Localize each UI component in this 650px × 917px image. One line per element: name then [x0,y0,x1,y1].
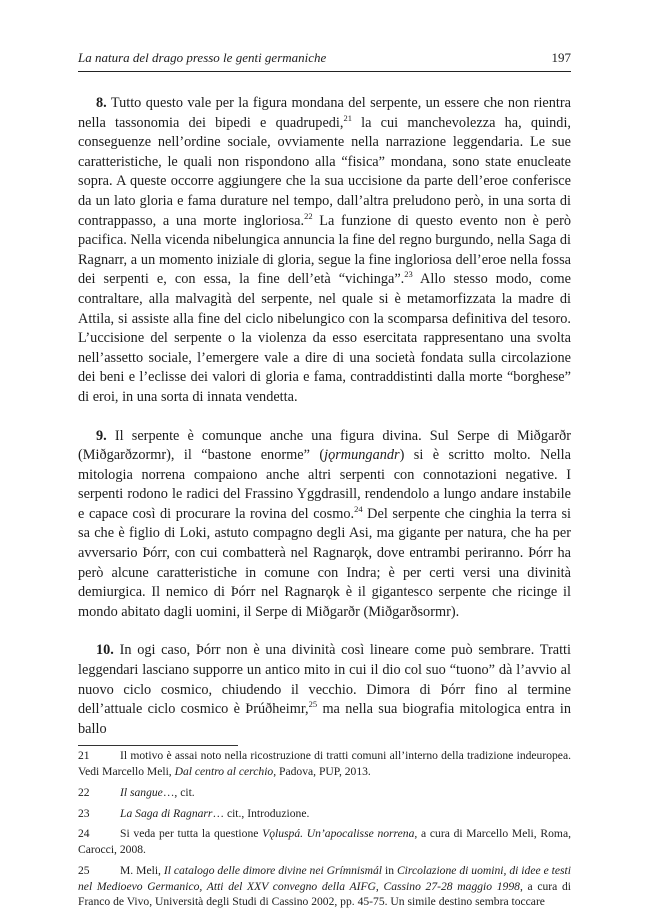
footnotes [78,748,571,910]
footnote-25 [78,863,571,910]
footnote-ref: 25 [308,699,318,710]
italic-text: Vǫluspá. Un’apocalisse norrena [262,827,415,841]
footnote-number: 23 [78,806,90,820]
footnote-text: M. Meli, Il catalogo delle dimore divine nei Grímnismál in Circolazione di uomini, di idee e testi nel Medioevo Germanico, Atti del XXV convegno della AIFG, Cassino 27-28 maggio 1998, a cura di Franco de Vivo, Università degli Studi di Cassino 2002, pp. 45-75. Un simile destino sembra toccare [78,864,571,909]
page-number: 197 [551,50,571,65]
footnote-number: 22 [78,786,90,800]
italic-text: Il sangue [120,786,163,800]
paragraph-text: Tutto questo vale per la figura mondana del serpente, un essere che non rientra nella tassonomia dei bipedi e quadrupedi,$^{21}$ la cui manchevolezza ha, quindi, conseguenze nell’ordine sociale, ovviamente nella narrazione leggendaria. Le sue caratteristiche, le quali non rispondono alla “fisica” mondana, sono state enucleate sopra. A queste occorre aggiungere che la sua uccisione da parte dell’eroe conferisce da un lato gloria e fama durature nel tempo, dall’altra preludono però, in una sorta di contrappasso, a una morte ingloriosa.$^{22}$ La funzione di questo evento non è però pacifica. Nella vicenda nibelungica annuncia la fine del regno burgundo, nella Saga di Ragnarr, a un momento iniziale di gloria, segue la fine ingloriosa dell’eroe nella fossa dei serpenti e, con essa, la fine dell’età “vichinga”.$^{23}$ Allo stesso modo, come contraltare, alla malvagità del serpente, nel quale si è metamorfizzata la madre di Attila, si assiste alla fine del ciclo nibelungico con la scomparsa definitiva del tesoro. L’uccisione del serpente o la violenza da esso esercitata rappresentano una svolta nell’assetto sociale, l’emergere vale a dire di una società fondata sulla circolazione dei beni e l’eclisse dei valori di gloria e fama, contraddistinti dalla morte “borghese” di eroi, in una sorta di innata vendetta. [78,95,571,405]
running-header [78,50,571,72]
footnote-number: 25 [78,864,90,878]
italic-text: Circolazione di uomini, di idee e testi nel Medioevo Germanico, Atti del XXV convegno della AIFG, Cassino 27-28 maggio 1998 [78,864,571,893]
paragraph-text: Il serpente è comunque anche una figura divina. Sul Serpe di Miðgarðr (Miðgarðzormr), il “bastone enorme” (jǫrmungandr) si è scritto molto. Nella mitologia norrena compaiono anche altri serpenti con connotazioni negative. I serpenti rodono le radici del Frassino Yggdrasill, rendendolo a lungo andare instabile e capace così di procurare la rovina del cosmo.$^{24}$ Del serpente che cinghia la terra si sa che è figlio di Loki, astuto compagno degli Asi, ma gigante per natura, che ha per avversario Þórr, con cui combatterà nel Ragnarǫk, dove entrambi periranno. Þórr ha però alcune caratteristiche in comune con Indra; è per certi versi una divinità demiurgica. Il nemico di Þórr nel Ragnarǫk è il gigantesco serpente che ricinge il mondo abitato dagli uomini, il Serpe di Miðgarðr (Miðgarðsormr). [78,427,571,620]
section-number: 10. [96,642,114,659]
italic-text: jǫrmungandr [324,447,400,464]
footnote-text: Si veda per tutta la questione Vǫluspá. Un’apocalisse norrena, a cura di Marcello Meli, Roma, Carocci, 2008. [78,827,571,856]
footnote-ref: 23 [404,269,413,280]
footnote-text: Il sangue…, cit. [120,786,195,800]
footnote-ref: 24 [354,504,363,515]
page [78,50,571,916]
paragraph-8 [78,94,571,408]
italic-text: Dal centro al cerchio [174,764,274,778]
footnote-24 [78,826,571,857]
footnote-divider [78,745,238,746]
paragraph-9 [78,427,571,623]
footnote-text: Il motivo è assai noto nella ricostruzione di tratti comuni all’interno della tradizione indeuropea. Vedi Marcello Meli, Dal centro al cerchio, Padova, PUP, 2013. [78,749,571,778]
footnote-23 [78,806,571,822]
footnote-number: 21 [78,749,90,763]
section-number: 9. [96,427,107,444]
section-number: 8. [96,95,107,111]
footnote-21 [78,748,571,779]
running-title: La natura del drago presso le genti germaniche [78,50,327,65]
footnote-22 [78,785,571,801]
footnote-ref: 21 [343,112,352,123]
italic-text: Il catalogo delle dimore divine nei Grímnismál [163,864,383,878]
footnote-text: La Saga di Ragnarr… cit., Introduzione. [120,806,310,820]
paragraph-10 [78,641,571,739]
italic-text: La Saga di Ragnarr [120,806,213,820]
body-text [78,94,571,739]
paragraph-text: In ogi caso, Þórr non è una divinità così lineare come può sembrare. Tratti leggendari lasciano supporre un antico mito in cui il dio col suo “tuono” dà l’avvio al nuovo ciclo cosmico, chiudendo il vecchio. Dimora di Þórr fino al termine dell’attuale ciclo cosmico è Þrúðheimr,$^{25}$ ma nella sua biografia mitologica entra in ballo [78,642,571,737]
footnote-number: 24 [78,827,90,841]
footnote-ref: 22 [304,210,313,221]
